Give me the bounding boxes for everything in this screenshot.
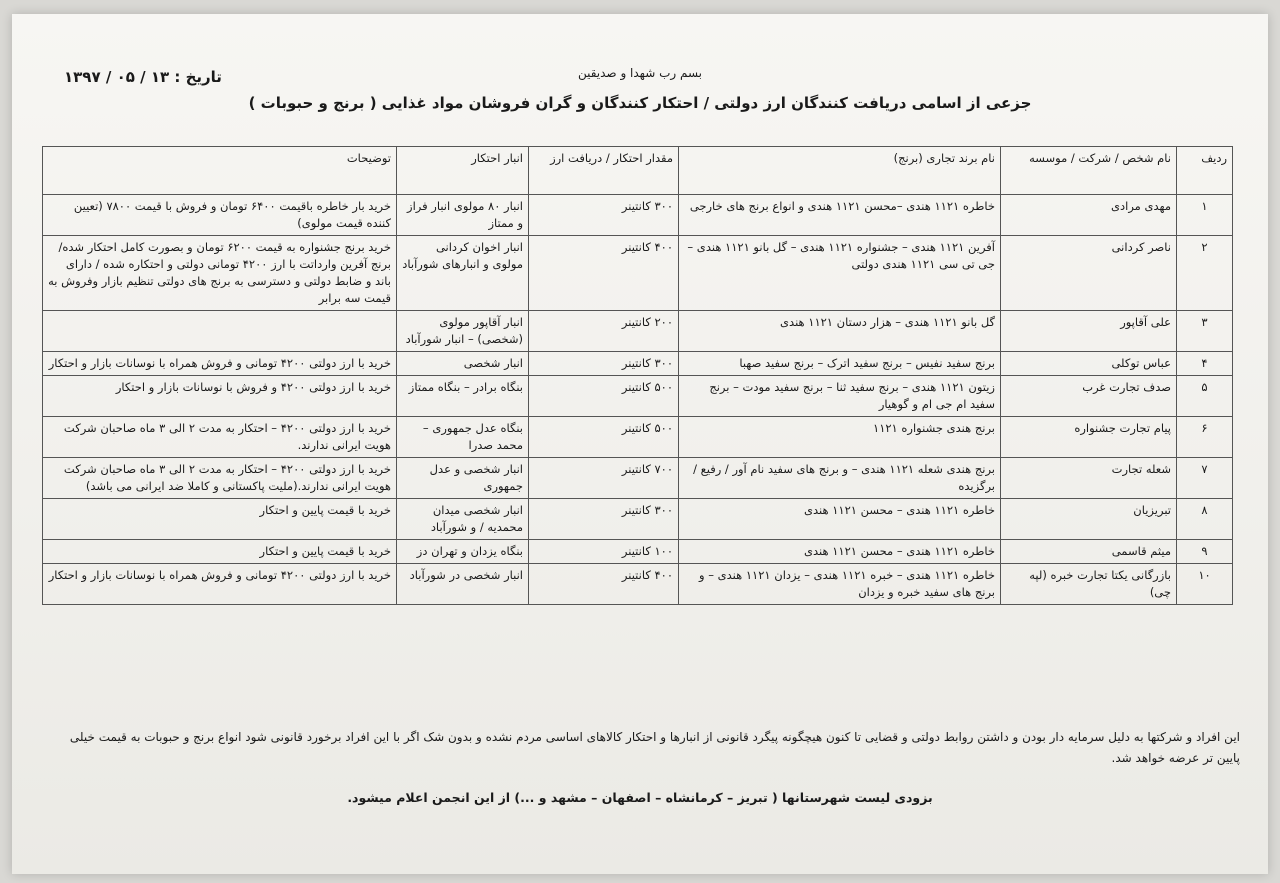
document-title: جزعی از اسامی دریافت کنندگان ارز دولتی / احتکار کنندگان و گران فروشان مواد غذایی ( برنج و حبوبات ) [248,94,1032,112]
amount: ۲۰۰ کانتینر [529,311,679,352]
brand-name: خاطره ۱۱۲۱ هندی – محسن ۱۱۲۱ هندی [679,499,1001,540]
warehouse: انبار آقاپور مولوی (شخصی) – انبار شورآباد [397,311,529,352]
amount: ۱۰۰ کانتینر [529,540,679,564]
notes: خرید برنج جشنواره به قیمت ۶۲۰۰ تومان و بصورت کامل احتکار شده/برنج آفرین وارداتت با ارز ۴۲۰۰ تومانی دولتی و احتکاره شده / دارای باند و ضابط دولتی و دسترسی به برنج های دولتی تنظیم بازار وفروش به قیمت سه برابر [43,236,397,311]
amount: ۵۰۰ کانتینر [529,417,679,458]
amount: ۳۰۰ کانتینر [529,499,679,540]
notes: خرید با ارز دولتی ۴۲۰۰ – احتکار به مدت ۲ الی ۳ ماه صاحبان شرکت هویت ایرانی ندارند. [43,417,397,458]
row-number: ۶ [1177,417,1233,458]
table-row [43,376,1233,417]
warehouse: بنگاه یزدان و تهران دز [397,540,529,564]
person-name: مهدی مرادی [1001,195,1177,236]
table-row [43,417,1233,458]
warehouse: انبار شخصی و عدل جمهوری [397,458,529,499]
hoarders-table [42,146,1233,605]
brand-name: برنج هندی جشنواره ۱۱۲۱ [679,417,1001,458]
row-number: ۴ [1177,352,1233,376]
person-name: ناصر کردانی [1001,236,1177,311]
notes: خرید با ارز دولتی ۴۲۰۰ تومانی و فروش همراه با نوسانات بازار و احتکار [43,564,397,605]
row-number: ۹ [1177,540,1233,564]
brand-name: خاطره ۱۱۲۱ هندی – خبره ۱۱۲۱ هندی – یزدان ۱۱۲۱ هندی – و برنج های سفید خبره و یزدان [679,564,1001,605]
brand-name: برنج هندی شعله ۱۱۲۱ هندی – و برنج های سفید نام آور / رفیع / برگزیده [679,458,1001,499]
amount: ۳۰۰ کانتینر [529,352,679,376]
table-row [43,540,1233,564]
warehouse: انبار شخصی در شورآباد [397,564,529,605]
footer-notice: بزودی لیست شهرستانها ( تبریز – کرمانشاه – اصفهان – مشهد و ...) از این انجمن اعلام میشود. [347,790,933,805]
column-header-brand: نام برند تجاری (برنج) [679,147,1001,195]
row-number: ۱۰ [1177,564,1233,605]
notes: خرید با ارز دولتی ۴۲۰۰ و فروش با نوسانات بازار و احتکار [43,376,397,417]
table-row [43,195,1233,236]
warehouse: انبار ۸۰ مولوی انبار فراز و ممتاز [397,195,529,236]
brand-name: خاطره ۱۱۲۱ هندی –محسن ۱۱۲۱ هندی و انواع برنج های خارجی [679,195,1001,236]
column-header-warehouse: انبار احتکار [397,147,529,195]
row-number: ۳ [1177,311,1233,352]
brand-name: گل بانو ۱۱۲۱ هندی – هزار دستان ۱۱۲۱ هندی [679,311,1001,352]
notes: خرید با قیمت پایین و احتکار [43,540,397,564]
amount: ۴۰۰ کانتینر [529,236,679,311]
person-name: صدف تجارت غرب [1001,376,1177,417]
table-row [43,458,1233,499]
notes: خرید بار خاطره باقیمت ۶۴۰۰ تومان و فروش با قیمت ۷۸۰۰ (تعیین کننده قیمت مولوی) [43,195,397,236]
person-name: عباس توکلی [1001,352,1177,376]
footer-paragraph: این افراد و شرکتها به دلیل سرمایه دار بودن و داشتن روابط دولتی و قضایی تا کنون هیچگونه پیگرد قانونی از انبارها و احتکار کالاهای اساسی مردم نشده و بدون شک اگر با این افراد برخورد قانونی شود انواع برنج و حبوبات به قیمت خیلی پایین تر عرضه خواهد شد. [69,730,1240,765]
column-header-row-number: ردیف [1177,147,1233,195]
notes: خرید با ارز دولتی ۴۲۰۰ تومانی و فروش همراه با نوسانات بازار و احتکار [43,352,397,376]
table-row [43,236,1233,311]
warehouse: انبار شخصی میدان محمدیه / و شورآباد [397,499,529,540]
row-number: ۷ [1177,458,1233,499]
document-date: تاریخ : ۱۳ / ۰۵ / ۱۳۹۷ [64,68,222,86]
column-header-notes: توضیحات [43,147,397,195]
table-row [43,311,1233,352]
person-name: میثم قاسمی [1001,540,1177,564]
notes: خرید با قیمت پایین و احتکار [43,499,397,540]
table-row [43,564,1233,605]
column-header-name: نام شخص / شرکت / موسسه [1001,147,1177,195]
brand-name: خاطره ۱۱۲۱ هندی – محسن ۱۱۲۱ هندی [679,540,1001,564]
notes: خرید با ارز دولتی ۴۲۰۰ – احتکار به مدت ۲ الی ۳ ماه صاحبان شرکت هویت ایرانی ندارند.(ملیت پاکستانی و کاملا ضد ایرانی می باشد) [43,458,397,499]
table-row [43,499,1233,540]
person-name: شعله تجارت [1001,458,1177,499]
notes [43,311,397,352]
row-number: ۸ [1177,499,1233,540]
person-name: علی آقاپور [1001,311,1177,352]
warehouse: انبار شخصی [397,352,529,376]
warehouse: انبار اخوان کردانی مولوی و انبارهای شورآباد [397,236,529,311]
brand-name: آفرین ۱۱۲۱ هندی – جشنواره ۱۱۲۱ هندی – گل بانو ۱۱۲۱ هندی – جی تی سی ۱۱۲۱ هندی دولتی [679,236,1001,311]
person-name: پیام تجارت جشنواره [1001,417,1177,458]
warehouse: بنگاه برادر – بنگاه ممتاز [397,376,529,417]
amount: ۳۰۰ کانتینر [529,195,679,236]
amount: ۵۰۰ کانتینر [529,376,679,417]
person-name: تبریزیان [1001,499,1177,540]
column-header-amount: مقدار احتکار / دریافت ارز [529,147,679,195]
table-header-row [43,147,1233,195]
amount: ۴۰۰ کانتینر [529,564,679,605]
warehouse: بنگاه عدل جمهوری – محمد صدرا [397,417,529,458]
basmala-heading: بسم رب شهدا و صدیقین [577,66,703,80]
person-name: بازرگانی یکتا تجارت خبره (لپه چی) [1001,564,1177,605]
row-number: ۵ [1177,376,1233,417]
row-number: ۲ [1177,236,1233,311]
row-number: ۱ [1177,195,1233,236]
brand-name: برنج سفید نفیس – برنج سفید اترک – برنج سفید صهبا [679,352,1001,376]
brand-name: زیتون ۱۱۲۱ هندی – برنج سفید ثنا – برنج سفید مودت – برنج سفید ام جی ام و گوهیار [679,376,1001,417]
table-row [43,352,1233,376]
amount: ۷۰۰ کانتینر [529,458,679,499]
